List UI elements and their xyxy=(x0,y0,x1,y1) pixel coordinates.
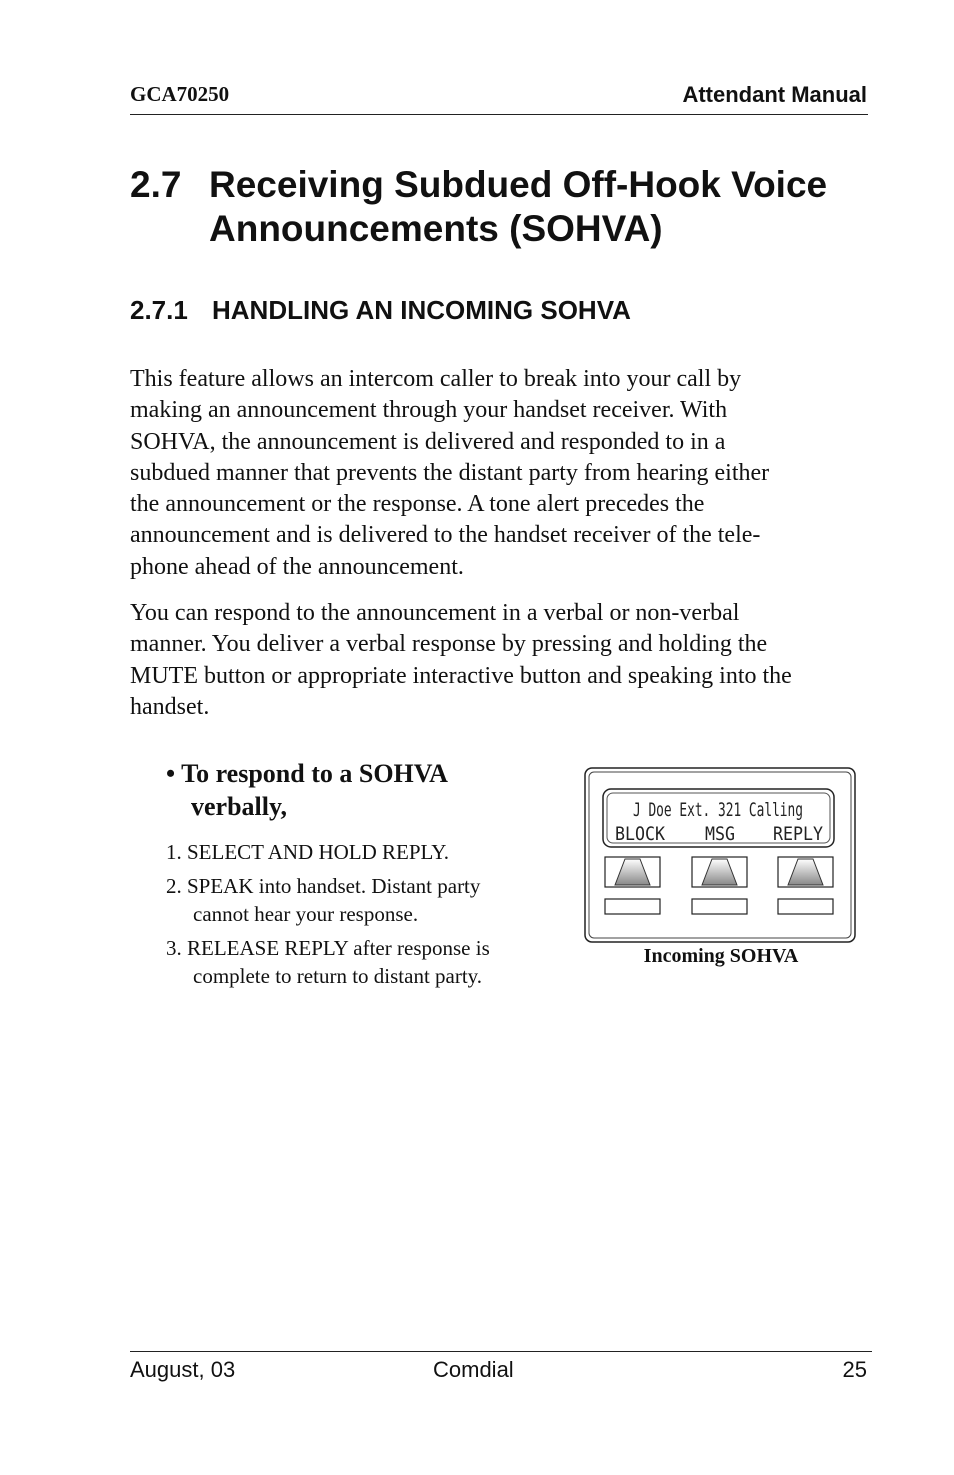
footer-date: August, 03 xyxy=(130,1357,236,1382)
paragraph-line: MUTE button or appropriate interactive button and speaking into the xyxy=(130,662,792,689)
phone-display-illustration xyxy=(584,767,858,943)
paragraph-line: phone ahead of the announcement. xyxy=(130,553,464,580)
procedure-step xyxy=(166,934,490,990)
paragraph-line: SOHVA, the announcement is delivered and responded to in a xyxy=(130,428,726,455)
subsection-heading xyxy=(130,295,631,326)
subsection-number: 2.7.1 xyxy=(130,295,188,325)
softkey-button-msg[interactable] xyxy=(692,857,747,887)
step-text: 2. SPEAK into handset. Distant party xyxy=(166,874,481,898)
footer-rule xyxy=(130,1351,872,1352)
header-doc-code: GCA70250 xyxy=(130,82,230,106)
procedure-heading-line2: verbally, xyxy=(191,792,288,821)
softkey-label-block: BLOCK xyxy=(615,823,666,845)
softkey-button-reply[interactable] xyxy=(778,857,833,887)
step-continuation: cannot hear your response. xyxy=(193,902,419,926)
paragraph-line: You can respond to the announcement in a verbal or non-verbal xyxy=(130,600,740,626)
softkey-button-block[interactable] xyxy=(605,857,660,887)
paragraph-line: This feature allows an intercom caller to break into your call by xyxy=(130,366,742,392)
section-heading xyxy=(130,163,827,251)
button-label-slot xyxy=(778,899,833,914)
paragraph-line: announcement and is delivered to the handset receiver of the tele- xyxy=(130,522,761,549)
procedure-heading xyxy=(166,757,448,823)
paragraph-line: handset. xyxy=(130,693,210,720)
procedure-step xyxy=(166,838,490,866)
header-rule xyxy=(130,114,868,115)
paragraph-line: the announcement or the response. A tone alert precedes the xyxy=(130,491,705,518)
softkey-label-msg: MSG xyxy=(705,823,735,845)
lcd-line1: J Doe Ext. 321 Calling xyxy=(633,799,803,821)
intro-paragraph xyxy=(130,364,870,583)
button-label-slot xyxy=(605,899,660,914)
response-paragraph xyxy=(130,598,870,723)
step-text: 1. SELECT AND HOLD REPLY. xyxy=(166,840,449,864)
footer-company: Comdial xyxy=(433,1357,514,1382)
paragraph-line: making an announcement through your handset receiver. With xyxy=(130,397,728,424)
paragraph-line: subdued manner that prevents the distant party from hearing either xyxy=(130,459,770,486)
page-number: 25 xyxy=(842,1357,867,1382)
step-text: 3. RELEASE REPLY after response is xyxy=(166,936,490,960)
button-label-slot xyxy=(692,899,747,914)
procedure-steps xyxy=(166,838,490,996)
figure-caption: Incoming SOHVA xyxy=(643,945,799,967)
section-title-line1: Receiving Subdued Off-Hook Voice xyxy=(209,164,828,205)
softkey-label-reply: REPLY xyxy=(773,823,824,845)
procedure-step xyxy=(166,872,490,928)
procedure-heading-line1: • To respond to a SOHVA xyxy=(166,759,448,788)
section-number: 2.7 xyxy=(130,164,182,205)
step-continuation: complete to return to distant party. xyxy=(193,964,483,988)
paragraph-line: manner. You deliver a verbal response by pressing and holding the xyxy=(130,631,768,658)
header-manual-title: Attendant Manual xyxy=(682,82,867,107)
section-title-line2: Announcements (SOHVA) xyxy=(209,208,663,249)
subsection-title: HANDLING AN INCOMING SOHVA xyxy=(212,295,631,325)
